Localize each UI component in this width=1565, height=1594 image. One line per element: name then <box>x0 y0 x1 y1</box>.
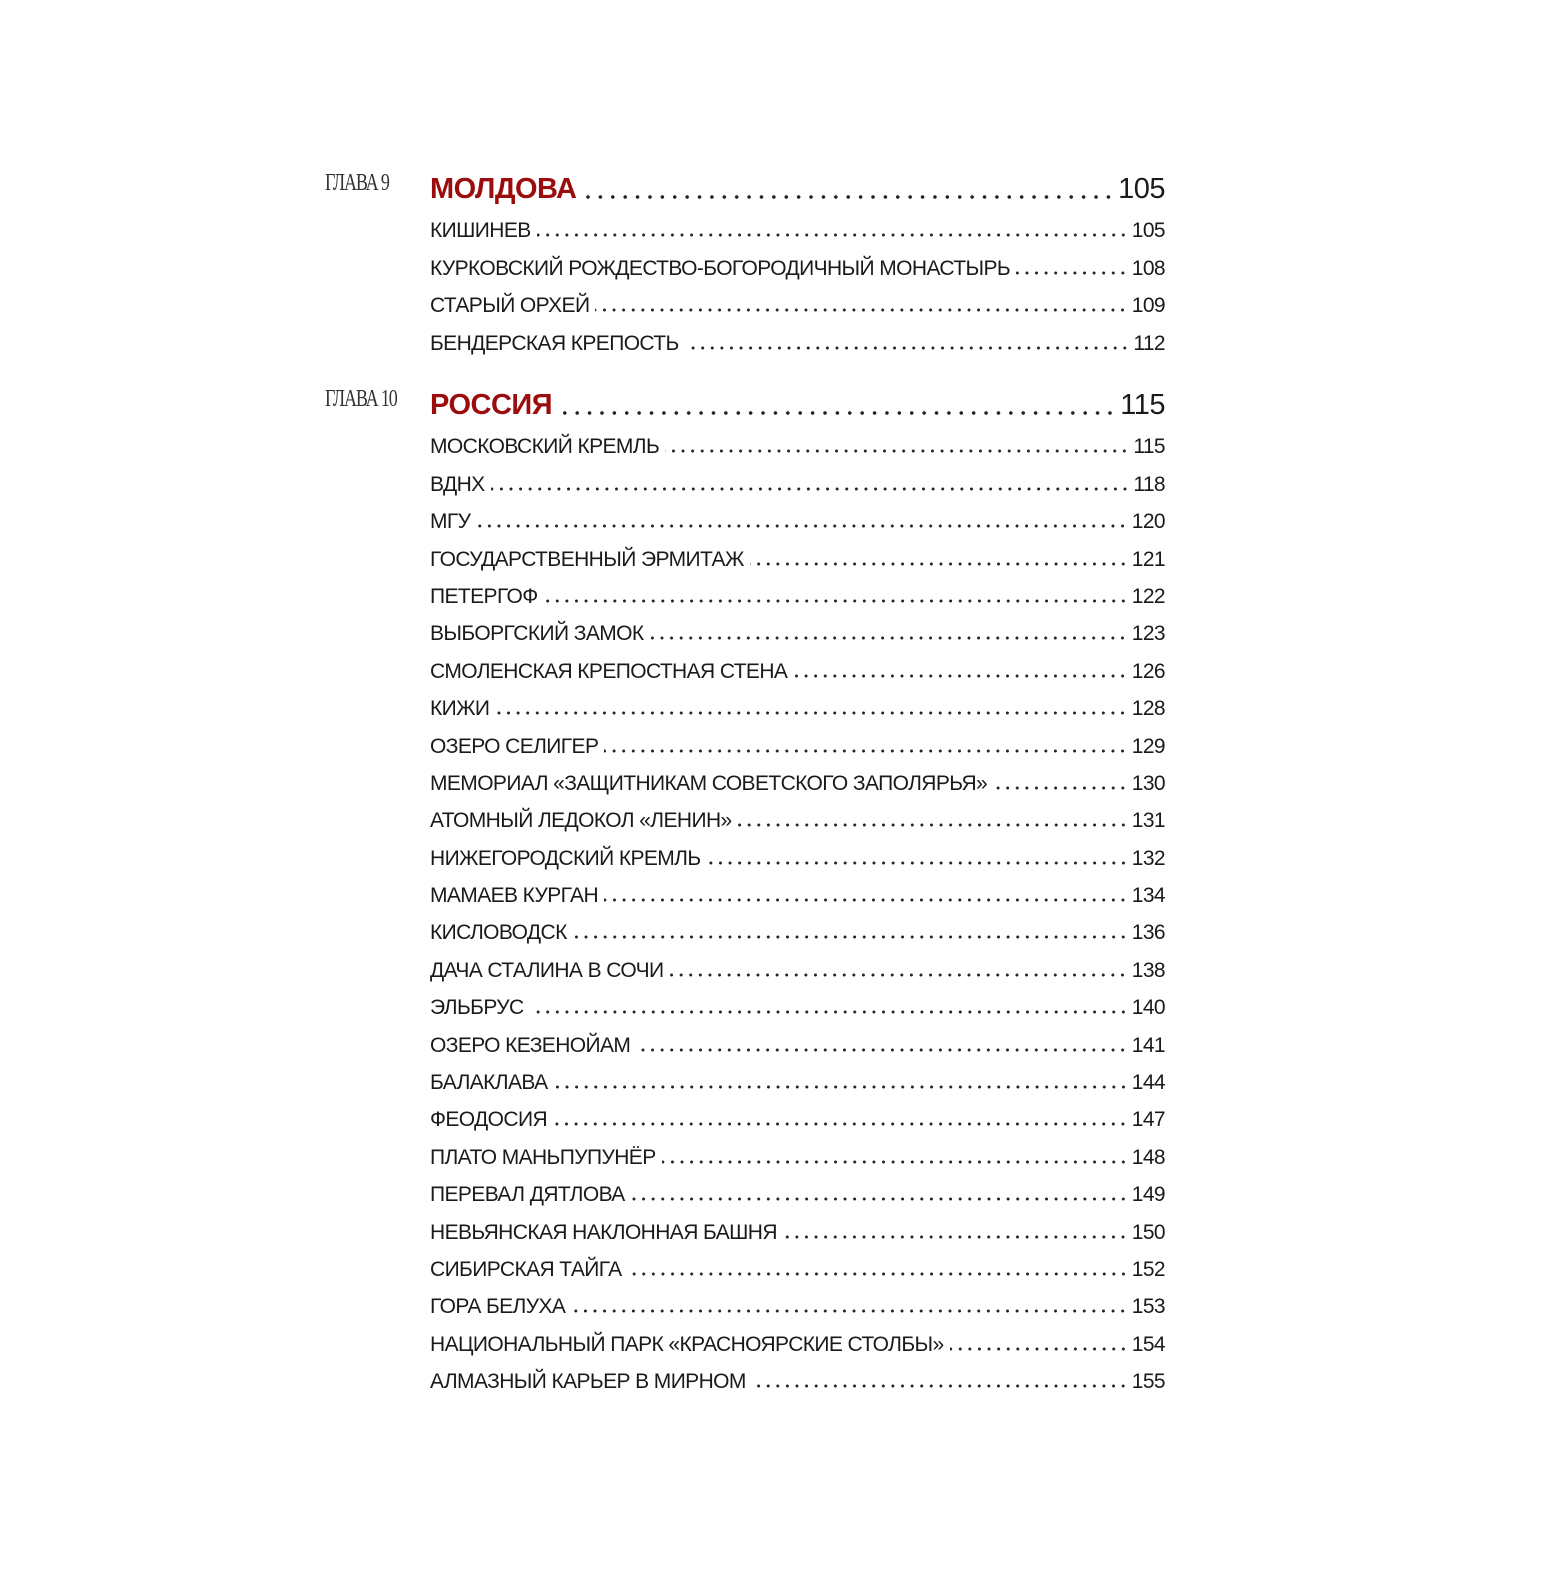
dot-leader <box>669 972 1127 978</box>
entry-title: ВДНХ <box>430 472 485 496</box>
toc-entry[interactable] <box>430 1207 1165 1244</box>
chapter-page-number: 115 <box>1120 389 1165 421</box>
toc-entry[interactable] <box>430 281 1165 318</box>
entry-title: БАЛАКЛАВА <box>430 1071 548 1095</box>
dot-leader <box>631 1196 1128 1202</box>
toc-entry[interactable] <box>430 983 1165 1020</box>
entry-page-number: 136 <box>1131 921 1165 945</box>
toc-entry[interactable] <box>430 534 1165 571</box>
entry-page-number: 150 <box>1131 1220 1165 1244</box>
entry-title: КУРКОВСКИЙ РОЖДЕСТВО-БОГОРОДИЧНЫЙ МОНАСТЫРЬ <box>430 256 1011 280</box>
entry-title: КИЖИ <box>430 697 490 721</box>
toc-entry[interactable] <box>430 759 1165 796</box>
entry-title: МАМАЕВ КУРГАН <box>430 884 599 908</box>
entry-page-number: 108 <box>1131 256 1165 280</box>
entry-page-number: 149 <box>1131 1183 1165 1207</box>
toc-entry[interactable] <box>430 1132 1165 1169</box>
entry-page-number: 126 <box>1131 659 1165 683</box>
entry-page-number: 129 <box>1131 734 1165 758</box>
dot-leader <box>628 1271 1128 1277</box>
entry-title: ДАЧА СТАЛИНА В СОЧИ <box>430 958 664 982</box>
entry-title: НЕВЬЯНСКАЯ НАКЛОННАЯ БАШНЯ <box>430 1220 777 1244</box>
entry-title: ПЕТЕРГОФ <box>430 584 538 608</box>
dot-leader <box>636 1047 1127 1053</box>
entry-page-number: 123 <box>1131 622 1165 646</box>
dot-leader <box>752 1383 1128 1389</box>
entry-page-number: 130 <box>1131 771 1165 795</box>
entry-title: КИШИНЕВ <box>430 219 531 243</box>
toc-entry[interactable] <box>430 459 1165 496</box>
entry-page-number: 131 <box>1131 809 1165 833</box>
dot-leader <box>573 934 1128 940</box>
entry-title: АЛМАЗНЫЙ КАРЬЕР В МИРНОМ <box>430 1370 746 1394</box>
toc-entry[interactable] <box>430 871 1165 908</box>
dot-leader <box>665 448 1129 454</box>
toc-entry[interactable] <box>430 796 1165 833</box>
chapter-page-number: 105 <box>1118 173 1165 205</box>
dot-leader <box>571 1308 1127 1314</box>
dot-leader <box>993 785 1128 791</box>
toc-entry[interactable] <box>430 1357 1165 1394</box>
entry-page-number: 152 <box>1131 1257 1165 1281</box>
dot-leader <box>476 523 1127 529</box>
toc-entry[interactable] <box>430 1095 1165 1132</box>
entry-page-number: 109 <box>1131 294 1165 318</box>
dot-leader <box>649 635 1127 641</box>
entry-title: КИСЛОВОДСК <box>430 921 567 945</box>
entry-title: СМОЛЕНСКАЯ КРЕПОСТНАЯ СТЕНА <box>430 659 788 683</box>
dot-leader <box>738 822 1128 828</box>
chapter-label: ГЛАВА 10 <box>325 386 397 412</box>
toc-entry[interactable] <box>430 243 1165 280</box>
dot-leader <box>685 345 1130 351</box>
entry-page-number: 120 <box>1131 510 1165 534</box>
dot-leader <box>558 410 1116 416</box>
entry-title: НИЖЕГОРОДСКИЙ КРЕМЛЬ <box>430 846 701 870</box>
dot-leader <box>783 1234 1128 1240</box>
chapter-title: МОЛДОВА <box>430 173 577 205</box>
entry-page-number: 144 <box>1131 1071 1165 1095</box>
entry-page-number: 115 <box>1133 435 1165 459</box>
entry-page-number: 141 <box>1131 1033 1165 1057</box>
entry-page-number: 147 <box>1131 1108 1165 1132</box>
entry-title: ВЫБОРГСКИЙ ЗАМОК <box>430 622 644 646</box>
chapter-section <box>325 166 1165 356</box>
entry-title: ФЕОДОСИЯ <box>430 1108 548 1132</box>
entry-page-number: 132 <box>1131 846 1165 870</box>
chapter-title: РОССИЯ <box>430 389 553 421</box>
entry-title: МЕМОРИАЛ «ЗАЩИТНИКАМ СОВЕТСКОГО ЗАПОЛЯРЬЯ» <box>430 771 988 795</box>
chapter-heading[interactable] <box>430 166 1165 206</box>
toc-entry[interactable] <box>430 497 1165 534</box>
entry-title: АТОМНЫЙ ЛЕДОКОЛ «ЛЕНИН» <box>430 809 732 833</box>
toc-entry[interactable] <box>430 646 1165 683</box>
dot-leader <box>544 598 1128 604</box>
toc-entry[interactable] <box>430 318 1165 355</box>
dot-leader <box>554 1084 1128 1090</box>
chapter-label: ГЛАВА 9 <box>325 170 389 196</box>
entry-title: СИБИРСКАЯ ТАЙГА <box>430 1257 622 1281</box>
toc-entry[interactable] <box>430 1319 1165 1356</box>
entry-page-number: 155 <box>1131 1370 1165 1394</box>
entry-title: ОЗЕРО КЕЗЕНОЙАМ <box>430 1033 631 1057</box>
entry-title: ПЛАТО МАНЬПУПУНЁР <box>430 1145 656 1169</box>
entry-title: БЕНДЕРСКАЯ КРЕПОСТЬ <box>430 331 679 355</box>
entry-page-number: 105 <box>1131 219 1165 243</box>
entry-title: ГОРА БЕЛУХА <box>430 1295 566 1319</box>
dot-leader <box>553 1121 1128 1127</box>
toc-entry[interactable] <box>430 1170 1165 1207</box>
dot-leader <box>707 860 1128 866</box>
chapter-section <box>325 382 1165 1394</box>
chapter-heading[interactable] <box>430 382 1165 422</box>
entry-page-number: 154 <box>1131 1332 1165 1356</box>
dot-leader <box>583 194 1115 200</box>
entry-title: МОСКОВСКИЙ КРЕМЛЬ <box>430 435 660 459</box>
entry-title: МГУ <box>430 510 471 534</box>
toc-entry[interactable] <box>430 1282 1165 1319</box>
entry-title: ПЕРЕВАЛ ДЯТЛОВА <box>430 1183 625 1207</box>
toc-entry[interactable] <box>430 609 1165 646</box>
toc-entry[interactable] <box>430 1245 1165 1282</box>
entry-page-number: 122 <box>1131 584 1165 608</box>
dot-leader <box>750 561 1128 567</box>
entry-title: ГОСУДАРСТВЕННЫЙ ЭРМИТАЖ <box>430 547 744 571</box>
toc-entry[interactable] <box>430 908 1165 945</box>
entry-title: ОЗЕРО СЕЛИГЕР <box>430 734 599 758</box>
entry-title: НАЦИОНАЛЬНЫЙ ПАРК «КРАСНОЯРСКИЕ СТОЛБЫ» <box>430 1332 944 1356</box>
toc-entry[interactable] <box>430 684 1165 721</box>
toc-entry[interactable] <box>430 572 1165 609</box>
dot-leader <box>1016 270 1128 276</box>
entry-page-number: 148 <box>1131 1145 1165 1169</box>
toc-entry[interactable] <box>430 833 1165 870</box>
entry-page-number: 153 <box>1131 1295 1165 1319</box>
dot-leader <box>950 1346 1128 1352</box>
entry-page-number: 112 <box>1133 331 1165 355</box>
entry-page-number: 138 <box>1131 958 1165 982</box>
dot-leader <box>595 307 1127 313</box>
entry-page-number: 134 <box>1131 884 1165 908</box>
toc-entry[interactable] <box>430 721 1165 758</box>
dot-leader <box>495 710 1127 716</box>
dot-leader <box>793 673 1127 679</box>
entry-page-number: 121 <box>1131 547 1165 571</box>
toc-entry[interactable] <box>430 1058 1165 1095</box>
toc-entry[interactable] <box>430 206 1165 243</box>
entry-title: СТАРЫЙ ОРХЕЙ <box>430 294 590 318</box>
dot-leader <box>604 897 1128 903</box>
entry-page-number: 118 <box>1133 472 1165 496</box>
dot-leader <box>537 232 1128 238</box>
dot-leader <box>662 1159 1128 1165</box>
toc-entry[interactable] <box>430 422 1165 459</box>
toc-entry[interactable] <box>430 1020 1165 1057</box>
dot-leader <box>604 748 1127 754</box>
entry-page-number: 140 <box>1131 996 1165 1020</box>
entry-page-number: 128 <box>1131 697 1165 721</box>
toc-entry[interactable] <box>430 945 1165 982</box>
dot-leader <box>491 486 1130 492</box>
entry-title: ЭЛЬБРУС <box>430 996 524 1020</box>
dot-leader <box>530 1009 1128 1015</box>
